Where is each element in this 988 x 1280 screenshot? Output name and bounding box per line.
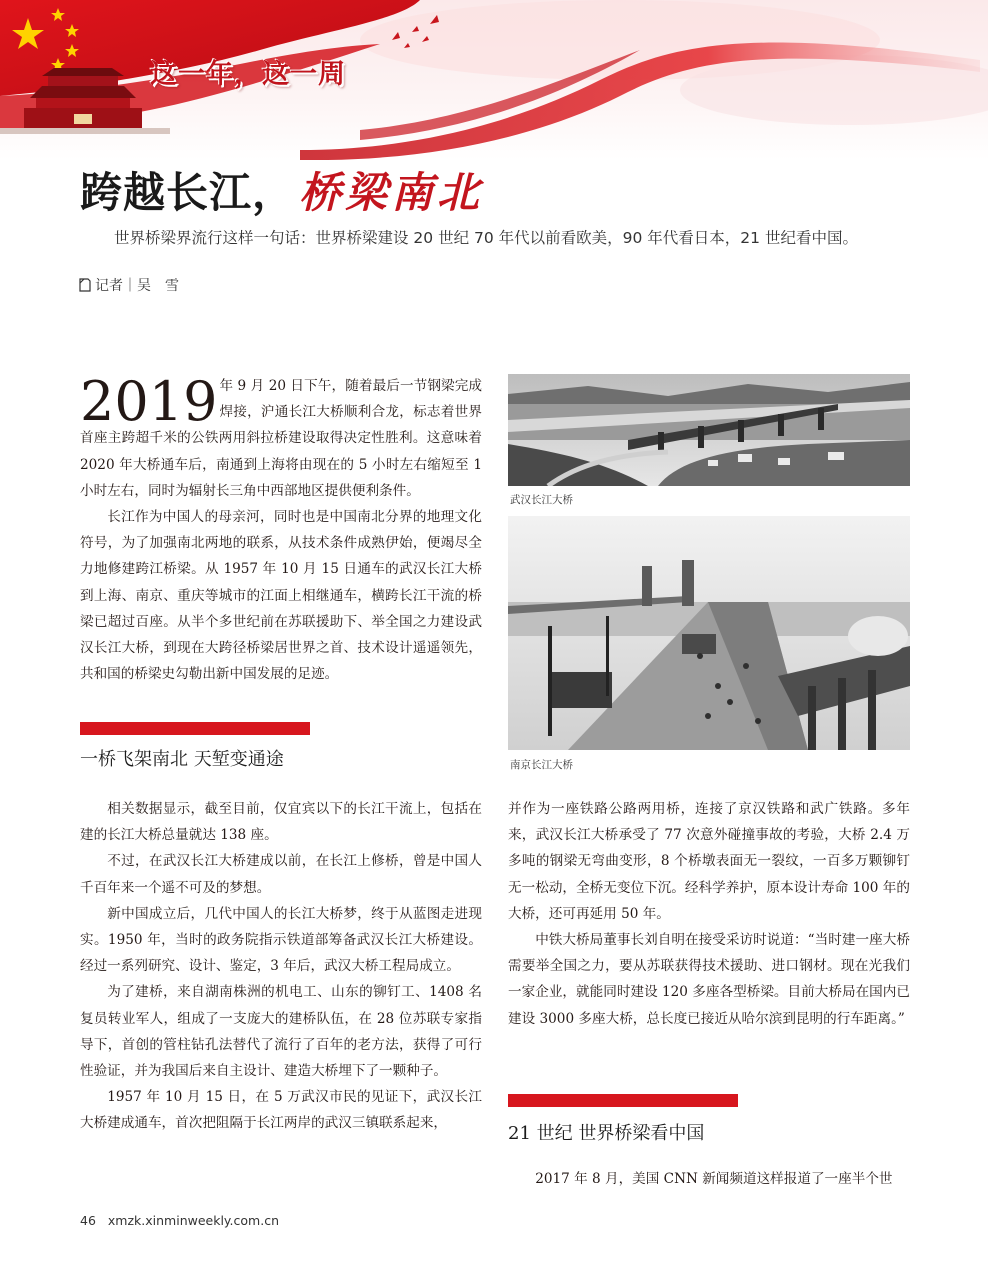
article-subtitle: 世界桥梁界流行这样一句话：世界桥梁建设 20 世纪 70 年代以前看欧美，90 年代看日本，21 世纪看中国。 xyxy=(114,229,858,247)
section-heading-1: 一桥飞架南北 天堑变通途 xyxy=(80,749,284,770)
article-column-3 xyxy=(508,796,910,1032)
title-main: 跨越长江， xyxy=(80,168,296,217)
section-heading-2: 21 世纪 世界桥梁看中国 xyxy=(508,1123,705,1144)
paragraph: 新中国成立后，几代中国人的长江大桥梦，终于从蓝图走进现实。1950 年，当时的政务院指示铁道部筹备武汉长江大桥建设。经过一系列研究、设计、鉴定，3 年后，武汉大桥工程局成立。 xyxy=(80,905,482,975)
byline xyxy=(78,275,179,295)
paragraph: 长江作为中国人的母亲河，同时也是中国南北分界的地理文化符号，为了加强南北两地的联系，从技术条件成熟伊始，便竭尽全力地修建跨江桥梁。从 1957 年 10 月 15 日通车的武汉长江大桥到上海、南京、重庆等城市的江面上相继通车，横跨长江干流的桥梁已超过百座。从半个多世纪前在苏联援助下、举全国之力建设武汉长江大桥，到现在大跨径桥梁居世界之首、技术设计遥遥领先，共和国的桥梁史勾勒出新中国发展的足迹。 xyxy=(80,509,482,683)
wuhan-bridge-image xyxy=(508,374,910,486)
page-footer xyxy=(80,1213,279,1228)
article-column-2 xyxy=(80,796,482,1137)
paragraph: 并作为一座铁路公路两用桥，连接了京汉铁路和武广铁路。多年来，武汉长江大桥承受了 77 次意外碰撞事故的考验，大桥 2.4 万多吨的钢梁无弯曲变形，8 个桥墩表面无一裂纹，一百多万颗铆钉无一松动，全桥无变位下沉。经科学养护，原本设计寿命 100 年的大桥，还可再延用 50 年。 xyxy=(508,801,910,922)
header-banner xyxy=(0,0,988,160)
article-column-4 xyxy=(508,1166,910,1192)
dropcap: 2019 xyxy=(80,370,218,433)
lead-text: 年 9 月 20 日下午，随着最后一节钢梁完成焊接，沪通长江大桥顺利合龙，标志着世界首座主跨超千米的公铁两用斜拉桥建设取得决定性胜利。这意味着 2020 年大桥通车后，南通到上海将由现在的 5 小时左右缩短至 1 小时左右，同时为辐射长三角中西部地区提供便利条件。 xyxy=(80,378,482,499)
byline-text: 记者｜吴 雪 xyxy=(95,278,179,294)
footer-url: xmzk.xinminweekly.com.cn xyxy=(107,1213,279,1228)
nanjing-bridge-image xyxy=(508,516,910,750)
lead-paragraph xyxy=(80,370,482,504)
page-number: 46 xyxy=(80,1213,96,1228)
section-divider-bar xyxy=(80,722,310,735)
title-accent: 桥梁南北 xyxy=(299,168,484,217)
section-tag: 这一年，这一周 xyxy=(150,59,346,90)
paragraph: 不过，在武汉长江大桥建成以前，在长江上修桥，曾是中国人千百年来一个遥不可及的梦想。 xyxy=(80,853,482,896)
paragraph: 为了建桥，来自湖南株洲的机电工、山东的铆钉工、1408 名复员转业军人，组成了一支庞大的建桥队伍，在 28 位苏联专家指导下，首创的管柱钻孔法替代了流行了百年的老方法，获得了可行性验证，并为我国后来自主设计、建造大桥埋下了一颗种子。 xyxy=(80,984,482,1080)
paragraph: 2017 年 8 月，美国 CNN 新闻频道这样报道了一座半个世 xyxy=(535,1171,893,1187)
paragraph: 相关数据显示，截至目前，仅宜宾以下的长江干流上，包括在建的长江大桥总量就达 138 座。 xyxy=(80,801,482,844)
section-divider-bar xyxy=(508,1094,738,1107)
photo-caption-2: 南京长江大桥 xyxy=(510,759,573,771)
photo-wuhan-bridge xyxy=(508,374,910,486)
photo-nanjing-bridge xyxy=(508,516,910,750)
article-title xyxy=(80,160,483,220)
paragraph: 中铁大桥局董事长刘自明在接受采访时说道：“当时建一座大桥需要举全国之力，要从苏联获得技术援助、进口钢材。现在光我们一家企业，就能同时建设 120 多座各型桥梁。目前大桥局在国内已建设 3000 多座大桥，总长度已接近从哈尔滨到昆明的行车距离。” xyxy=(508,932,910,1027)
banner-artwork xyxy=(0,0,988,160)
pen-icon xyxy=(78,277,92,293)
paragraph: 1957 年 10 月 15 日，在 5 万武汉市民的见证下，武汉长江大桥建成通车，首次把阻隔于长江两岸的武汉三镇联系起来， xyxy=(80,1089,482,1132)
article-column-1 xyxy=(80,370,482,687)
photo-caption-1: 武汉长江大桥 xyxy=(510,494,573,506)
